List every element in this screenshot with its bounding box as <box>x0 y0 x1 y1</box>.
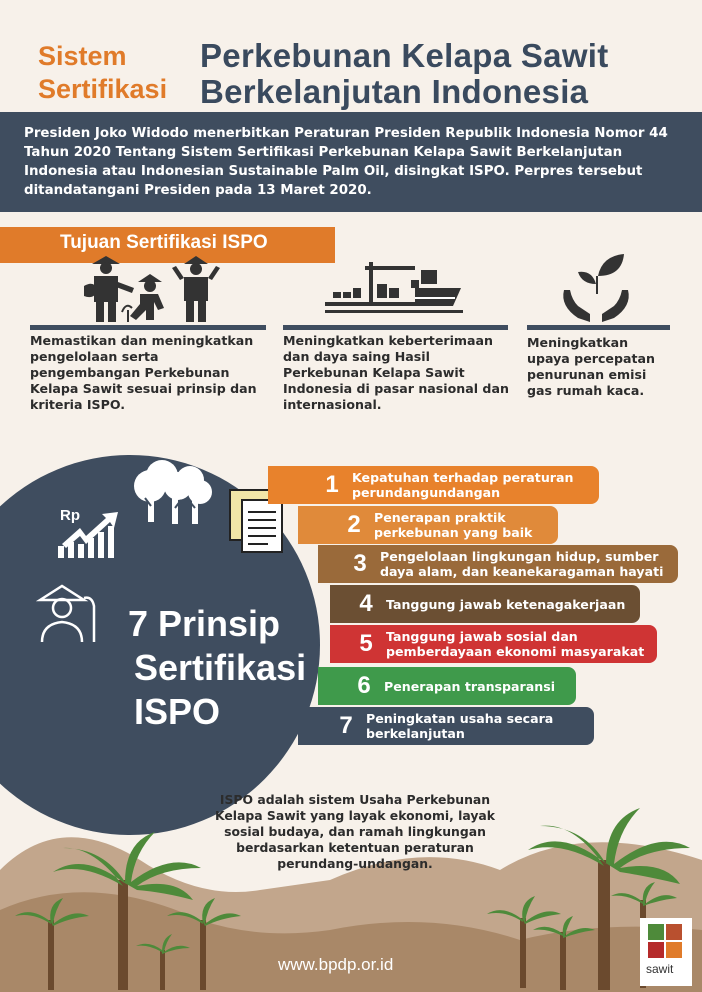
goal-text-1: Memastikan dan meningkatkan pengelolaan serta pengembangan Perkebunan Kelapa Sawit sesuai prinsip dan kriteria ISPO. <box>30 333 257 412</box>
principle-text-6: Penerapan transparansi <box>384 678 556 694</box>
principle-text-4: Tanggung jawab ketenagakerjaan <box>386 596 626 612</box>
principle-num-3: 3 <box>353 550 367 577</box>
hands-plant-icon <box>560 250 632 324</box>
header-left-line2: Sertifikasi <box>38 74 168 104</box>
principles-title-line2: Sertifikasi <box>134 647 307 688</box>
principle-bar-2 <box>298 506 558 544</box>
goal-divider-1 <box>30 325 266 330</box>
intro-text: Presiden Joko Widodo menerbitkan Peraturan Presiden Republik Indonesia Nomor 44 Tahun 2020 Tentang Sistem Sertifikasi Perkebunan Kelapa Sawit Berkelanjutan Indonesia atau Indonesian Sustainable Palm Oil, disingkat ISPO. Perpres tersebut ditandatangani Presiden pada 13 Maret 2020. <box>24 126 668 198</box>
principle-num-7: 7 <box>339 712 353 739</box>
sawit-logo <box>640 918 692 986</box>
trees-icon <box>128 456 218 528</box>
header-left-line1: Sistem <box>38 41 127 71</box>
footer-url[interactable]: www.bpdp.or.id <box>278 955 394 974</box>
principle-bar-3 <box>318 545 678 583</box>
principle-text-7: Peningkatan usaha secara berkelanjutan <box>366 711 554 741</box>
goal-divider-3 <box>527 325 670 330</box>
header-main-title <box>200 38 609 110</box>
header-right-line2: Berkelanjutan Indonesia <box>200 73 589 110</box>
principle-num-2: 2 <box>347 511 361 538</box>
principle-num-5: 5 <box>359 630 373 657</box>
farmer-icon <box>36 582 104 644</box>
port-ship-icon <box>325 258 465 320</box>
principle-bar-7 <box>298 707 594 745</box>
goals-title: Tujuan Sertifikasi ISPO <box>60 232 268 253</box>
logo-square-orange <box>666 942 682 958</box>
logo-square-green <box>648 924 664 940</box>
principle-text-3: Pengelolaan lingkungan hidup, sumber daya alam, dan keanekaragaman hayati <box>380 549 664 579</box>
goal-text-3: Meningkatkan upaya percepatan penurunan emisi gas rumah kaca. <box>527 335 655 398</box>
goal-text-2: Meningkatkan keberterimaan dan daya saing Hasil Perkebunan Kelapa Sawit Indonesia di pasar nasional dan internasional. <box>283 333 509 412</box>
principle-num-1: 1 <box>325 471 339 498</box>
rp-label: Rp <box>60 507 80 524</box>
goal-divider-2 <box>283 325 508 330</box>
intro-panel <box>0 112 702 212</box>
farmers-icon <box>80 252 220 324</box>
principles-title-line1: 7 Prinsip <box>128 603 281 644</box>
principle-text-2: Penerapan praktik perkebunan yang baik <box>374 510 533 540</box>
logo-text: sawit <box>646 962 674 976</box>
footer-note: ISPO adalah sistem Usaha Perkebunan Kelapa Sawit yang layak ekonomi, layak sosial budaya, dan ramah lingkungan berdasarkan ketentuan peraturan perundang-undangan. <box>214 792 496 871</box>
principles-title-line3: ISPO <box>134 691 221 732</box>
principle-bar-6 <box>318 667 576 705</box>
principle-bar-4 <box>330 585 640 623</box>
principle-bar-1 <box>268 466 599 504</box>
header-left-title <box>38 40 167 106</box>
principle-num-4: 4 <box>359 590 373 617</box>
principle-text-5: Tanggung jawab sosial dan pemberdayaan ekonomi masyarakat <box>386 629 645 659</box>
logo-square-red <box>648 942 664 958</box>
principle-text-1: Kepatuhan terhadap peraturan perundangundangan <box>352 470 574 500</box>
header-right-line1: Perkebunan Kelapa Sawit <box>200 37 609 74</box>
growth-chart-icon <box>56 510 122 560</box>
principle-num-6: 6 <box>357 672 371 699</box>
principle-bar-5 <box>330 625 657 663</box>
logo-square-brown <box>666 924 682 940</box>
